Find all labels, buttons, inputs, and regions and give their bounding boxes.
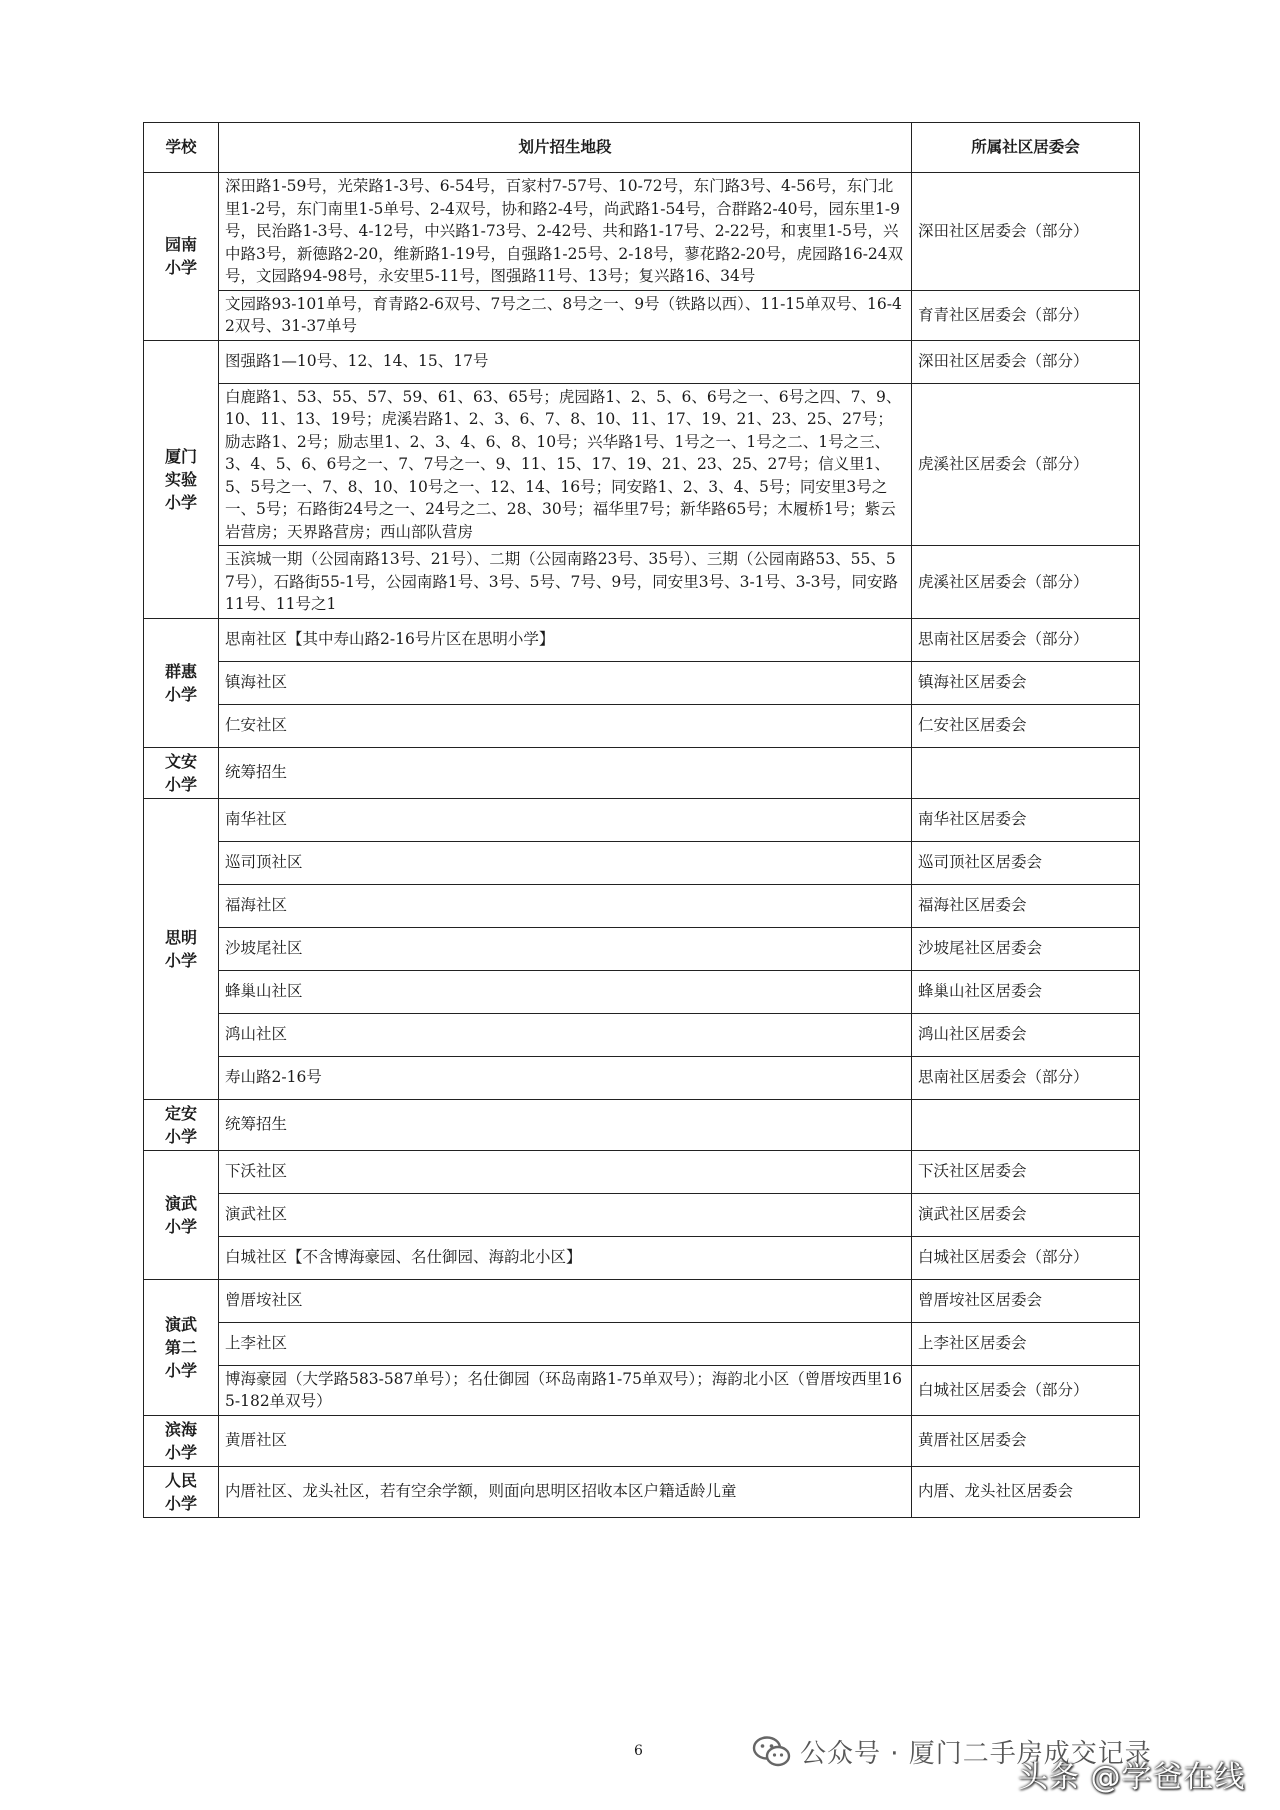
enrollment-area: 福海社区 bbox=[219, 884, 912, 927]
community-committee: 下沃社区居委会 bbox=[912, 1150, 1140, 1193]
table-header-row bbox=[144, 123, 1140, 173]
enrollment-area: 白鹿路1、53、55、57、59、61、63、65号；虎园路1、2、5、6、6号之一、6号之四、7、9、10、11、13、19号；虎溪岩路1、2、3、6、7、8、10、11、17、19、21、23、25、27号；励志路1、2号；励志里1、2、3、4、6、8、10号；兴华路1号、1号之一、1号之二、1号之三、3、4、5、6、6号之一、7、7号之一、9、11、15、17、19、21、23、25、27号；信义里1、5、5号之一、7、8、10、10号之一、12、14、16号；同安路1、2、3、4、5号；同安里3号之一、5号；石路街24号之一、24号之二、28、30号；福华里7号；新华路65号；木履桥1号；紫云岩营房；天界路营房；西山部队营房 bbox=[219, 383, 912, 546]
school-name: 定安 小学 bbox=[144, 1099, 219, 1150]
wechat-icon bbox=[752, 1735, 792, 1769]
header-school: 学校 bbox=[144, 123, 219, 173]
community-committee: 虎溪社区居委会（部分） bbox=[912, 383, 1140, 546]
table-row bbox=[144, 1099, 1140, 1150]
table-row bbox=[144, 1279, 1140, 1322]
community-committee: 白城社区居委会（部分） bbox=[912, 1236, 1140, 1279]
enrollment-area: 沙坡尾社区 bbox=[219, 927, 912, 970]
table-row bbox=[144, 798, 1140, 841]
enrollment-area: 统筹招生 bbox=[219, 1099, 912, 1150]
school-name: 思明 小学 bbox=[144, 798, 219, 1099]
community-committee: 巡司顶社区居委会 bbox=[912, 841, 1140, 884]
table-row bbox=[144, 1466, 1140, 1517]
table-row bbox=[144, 661, 1140, 704]
community-committee bbox=[912, 747, 1140, 798]
table-row bbox=[144, 704, 1140, 747]
enrollment-area: 上李社区 bbox=[219, 1322, 912, 1365]
community-committee: 曾厝垵社区居委会 bbox=[912, 1279, 1140, 1322]
enrollment-area: 图强路1—10号、12、14、15、17号 bbox=[219, 340, 912, 383]
community-committee: 福海社区居委会 bbox=[912, 884, 1140, 927]
enrollment-area: 鸿山社区 bbox=[219, 1013, 912, 1056]
community-committee: 内厝、龙头社区居委会 bbox=[912, 1466, 1140, 1517]
community-committee: 南华社区居委会 bbox=[912, 798, 1140, 841]
table-row bbox=[144, 1056, 1140, 1099]
school-name: 滨海 小学 bbox=[144, 1415, 219, 1466]
table-row bbox=[144, 1193, 1140, 1236]
enrollment-area: 文园路93-101单号，育青路2-6双号、7号之二、8号之一、9号（铁路以西）、11-15单双号、16-42双号、31-37单号 bbox=[219, 290, 912, 340]
table-row bbox=[144, 1013, 1140, 1056]
community-committee: 仁安社区居委会 bbox=[912, 704, 1140, 747]
table-row bbox=[144, 841, 1140, 884]
watermark-toutiao: 头条 @学爸在线 bbox=[1018, 1760, 1246, 1795]
enrollment-area: 仁安社区 bbox=[219, 704, 912, 747]
table-row bbox=[144, 383, 1140, 546]
header-committee: 所属社区居委会 bbox=[912, 123, 1140, 173]
table-body bbox=[144, 173, 1140, 1518]
table-row bbox=[144, 173, 1140, 291]
community-committee: 虎溪社区居委会（部分） bbox=[912, 546, 1140, 619]
community-committee: 深田社区居委会（部分） bbox=[912, 173, 1140, 291]
enrollment-table bbox=[143, 122, 1140, 1518]
community-committee: 黄厝社区居委会 bbox=[912, 1415, 1140, 1466]
school-name: 人民 小学 bbox=[144, 1466, 219, 1517]
community-committee bbox=[912, 1099, 1140, 1150]
table-row bbox=[144, 970, 1140, 1013]
enrollment-area: 曾厝垵社区 bbox=[219, 1279, 912, 1322]
enrollment-area: 下沃社区 bbox=[219, 1150, 912, 1193]
enrollment-area: 南华社区 bbox=[219, 798, 912, 841]
community-committee: 镇海社区居委会 bbox=[912, 661, 1140, 704]
table-row bbox=[144, 340, 1140, 383]
community-committee: 演武社区居委会 bbox=[912, 1193, 1140, 1236]
school-name: 园南 小学 bbox=[144, 173, 219, 341]
table-row bbox=[144, 1415, 1140, 1466]
community-committee: 蜂巢山社区居委会 bbox=[912, 970, 1140, 1013]
table-row bbox=[144, 1365, 1140, 1415]
community-committee: 深田社区居委会（部分） bbox=[912, 340, 1140, 383]
table-row bbox=[144, 927, 1140, 970]
table-row bbox=[144, 290, 1140, 340]
enrollment-area: 寿山路2-16号 bbox=[219, 1056, 912, 1099]
enrollment-area: 思南社区【其中寿山路2-16号片区在思明小学】 bbox=[219, 618, 912, 661]
table-row bbox=[144, 884, 1140, 927]
enrollment-area: 深田路1-59号，光荣路1-3号、6-54号，百家村7-57号、10-72号，东门路3号、4-56号，东门北里1-2号，东门南里1-5单号、2-4双号，协和路2-4号，尚武路1-54号，合群路2-40号，园东里1-9号，民治路1-3号、4-12号，中兴路1-73号、2-42号、共和路1-17号、2-22号，和衷里1-5号，兴中路3号，新德路2-20，维新路1-19号，自强路1-25号、2-18号，蓼花路2-20号，虎园路16-24双号，文园路94-98号，永安里5-11号，图强路11号、13号；复兴路16、34号 bbox=[219, 173, 912, 291]
table-row bbox=[144, 1322, 1140, 1365]
enrollment-area: 巡司顶社区 bbox=[219, 841, 912, 884]
enrollment-area: 白城社区【不含博海豪园、名仕御园、海韵北小区】 bbox=[219, 1236, 912, 1279]
header-area: 划片招生地段 bbox=[219, 123, 912, 173]
table-row bbox=[144, 1236, 1140, 1279]
enrollment-area: 蜂巢山社区 bbox=[219, 970, 912, 1013]
page-number: 6 bbox=[634, 1743, 643, 1759]
enrollment-area: 统筹招生 bbox=[219, 747, 912, 798]
enrollment-area: 演武社区 bbox=[219, 1193, 912, 1236]
community-committee: 鸿山社区居委会 bbox=[912, 1013, 1140, 1056]
community-committee: 思南社区居委会（部分） bbox=[912, 1056, 1140, 1099]
community-committee: 上李社区居委会 bbox=[912, 1322, 1140, 1365]
school-name: 演武 小学 bbox=[144, 1150, 219, 1279]
community-committee: 白城社区居委会（部分） bbox=[912, 1365, 1140, 1415]
enrollment-area: 镇海社区 bbox=[219, 661, 912, 704]
enrollment-area: 博海豪园（大学路583-587单号）；名仕御园（环岛南路1-75单双号）；海韵北小区（曾厝垵西里165-182单双号） bbox=[219, 1365, 912, 1415]
community-committee: 沙坡尾社区居委会 bbox=[912, 927, 1140, 970]
community-committee: 育青社区居委会（部分） bbox=[912, 290, 1140, 340]
table-row bbox=[144, 618, 1140, 661]
enrollment-area: 玉滨城一期（公园南路13号、21号）、二期（公园南路23号、35号）、三期（公园南路53、55、57号），石路街55-1号，公园南路1号、3号、5号、7号、9号，同安里3号、3-1号、3-3号，同安路11号、11号之1 bbox=[219, 546, 912, 619]
enrollment-area: 内厝社区、龙头社区，若有空余学额，则面向思明区招收本区户籍适龄儿童 bbox=[219, 1466, 912, 1517]
school-name: 演武 第二 小学 bbox=[144, 1279, 219, 1415]
table-row bbox=[144, 1150, 1140, 1193]
school-name: 文安 小学 bbox=[144, 747, 219, 798]
watermark-wechat-text: 公众号 · 厦门二手房成交记录 bbox=[800, 1739, 1152, 1769]
enrollment-area: 黄厝社区 bbox=[219, 1415, 912, 1466]
school-name: 厦门 实验 小学 bbox=[144, 340, 219, 618]
table-row bbox=[144, 747, 1140, 798]
table-row bbox=[144, 546, 1140, 619]
community-committee: 思南社区居委会（部分） bbox=[912, 618, 1140, 661]
school-name: 群惠 小学 bbox=[144, 618, 219, 747]
